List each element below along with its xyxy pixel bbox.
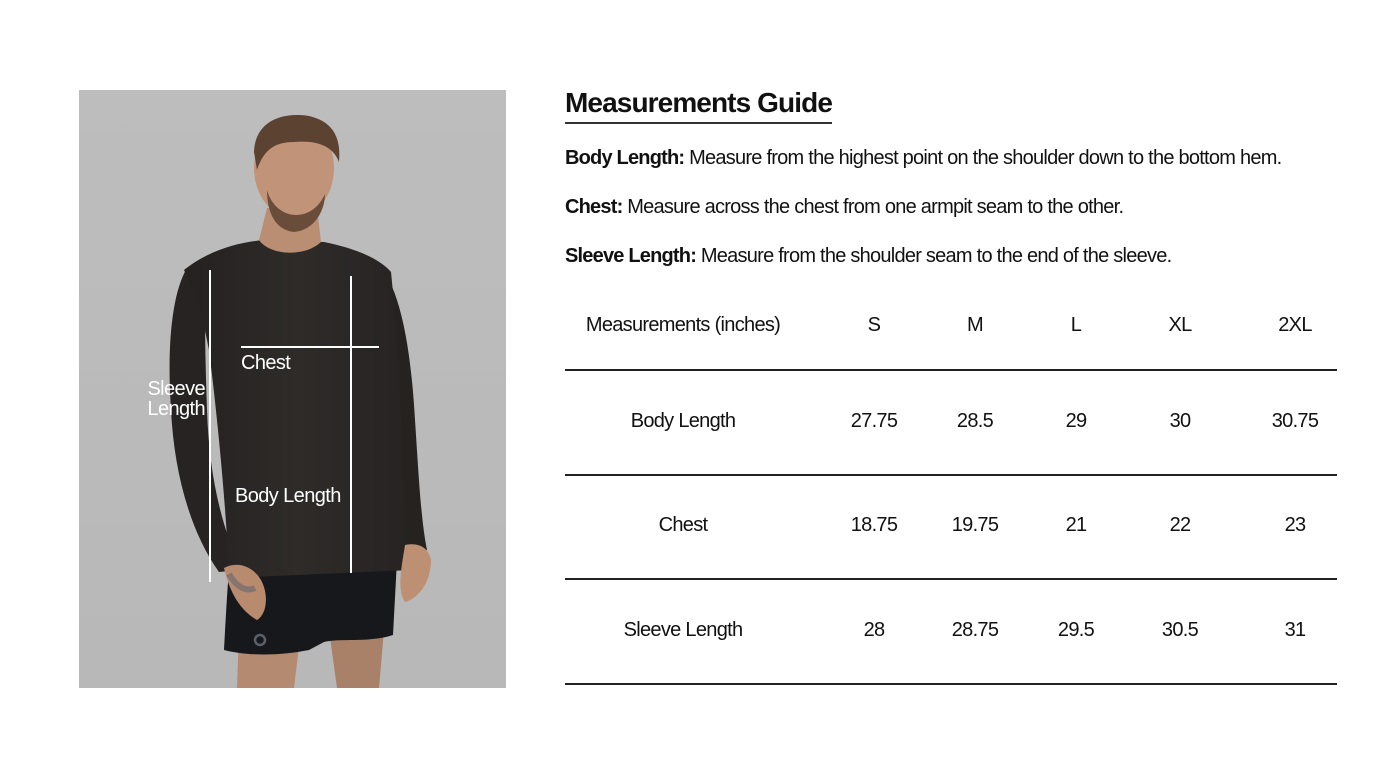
measurements-guide [565, 86, 1345, 267]
definition-term: Body Length: [565, 147, 685, 169]
cell-2xl: 30.75 [1271, 409, 1319, 432]
page-title: Measurements Guide [565, 86, 832, 124]
body-length-label: Body Length [235, 485, 341, 507]
row-label: Chest [658, 514, 708, 537]
table-row-body-length [565, 371, 1337, 476]
sleeve-length-label-line1: Sleeve [147, 378, 205, 400]
definition-text: Measure across the chest from one armpit seam to the other. [627, 196, 1124, 218]
column-header-xl: XL [1168, 314, 1192, 336]
column-header-l: L [1070, 314, 1082, 336]
table-row-chest [565, 476, 1337, 581]
definition-body-length [565, 146, 1281, 170]
sleeve-length-label-line2: Length [147, 398, 205, 420]
cell-xl: 30 [1169, 409, 1191, 432]
cell-m: 28.5 [956, 409, 994, 432]
cell-m: 19.75 [951, 514, 999, 537]
column-header-m: M [967, 314, 983, 336]
definition-chest [565, 195, 1123, 219]
column-header-measurements: Measurements (inches) [585, 314, 781, 336]
cell-m: 28.75 [951, 618, 999, 641]
product-photo [79, 90, 506, 688]
cell-2xl: 31 [1284, 618, 1306, 641]
cell-l: 21 [1065, 514, 1087, 537]
chest-line [241, 346, 379, 348]
chest-label: Chest [241, 352, 291, 374]
cell-s: 18.75 [850, 514, 898, 537]
cell-2xl: 23 [1284, 514, 1306, 537]
definition-sleeve-length [565, 244, 1171, 268]
body-length-line [350, 276, 352, 573]
table-row-sleeve-length [565, 580, 1337, 685]
cell-s: 27.75 [850, 409, 898, 432]
column-header-s: S [867, 314, 881, 336]
table-header-row [565, 282, 1337, 371]
definition-text: Measure from the shoulder seam to the end of the sleeve. [700, 245, 1172, 267]
definition-text: Measure from the highest point on the shoulder down to the bottom hem. [689, 147, 1282, 169]
definition-term: Chest: [565, 196, 623, 218]
cell-l: 29 [1065, 409, 1087, 432]
cell-xl: 22 [1169, 514, 1191, 537]
cell-s: 28 [863, 618, 885, 641]
definition-term: Sleeve Length: [565, 245, 697, 267]
cell-l: 29.5 [1057, 618, 1095, 641]
row-label: Body Length [630, 409, 736, 432]
row-label: Sleeve Length [623, 618, 743, 641]
cell-xl: 30.5 [1161, 618, 1199, 641]
column-header-2xl: 2XL [1278, 314, 1312, 336]
size-chart-table [565, 282, 1337, 685]
sleeve-length-line [209, 270, 211, 582]
